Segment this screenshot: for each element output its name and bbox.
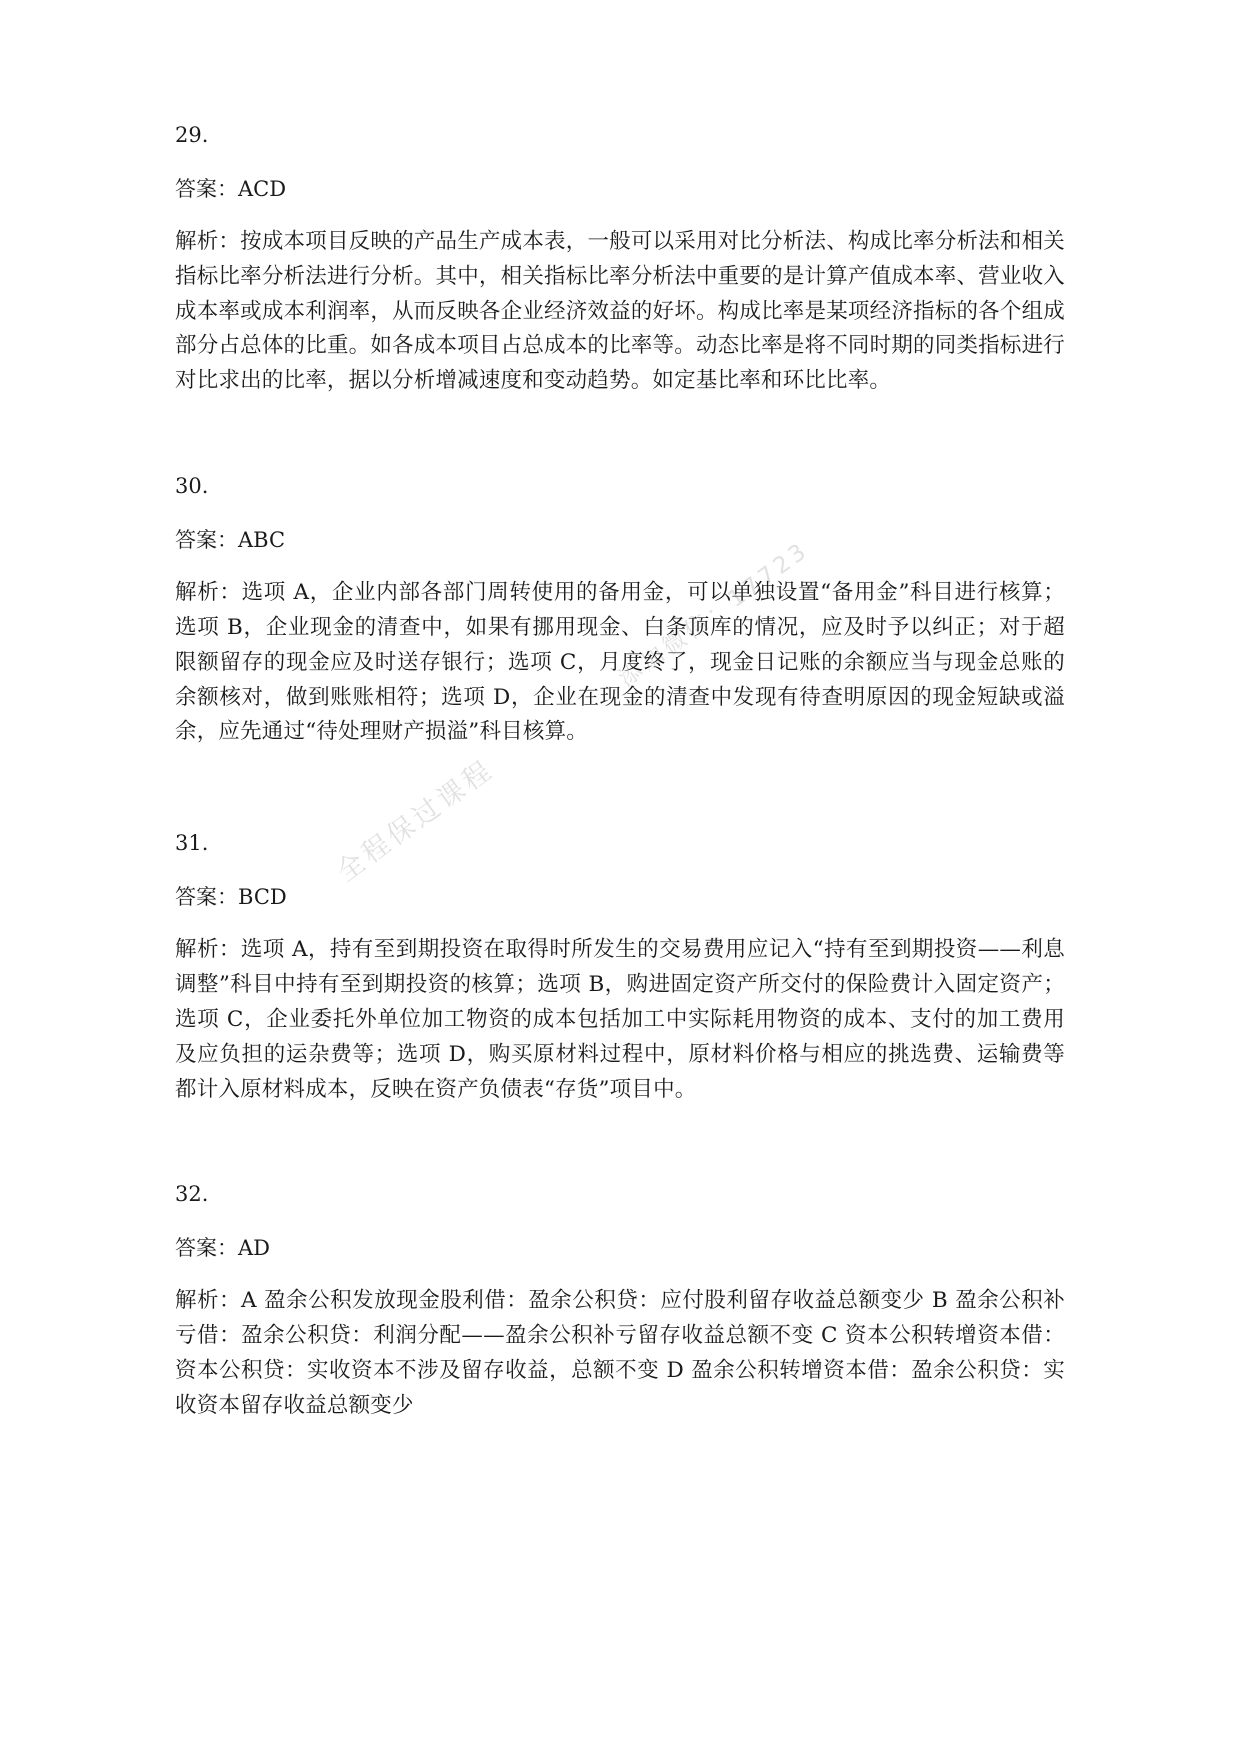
answer-value-32: AD <box>238 1235 271 1260</box>
answer-label-30: 答案： <box>175 527 238 552</box>
answer-value-30: ABC <box>238 527 286 552</box>
answer-value-29: ACD <box>238 176 287 201</box>
answer-label-32: 答案： <box>175 1235 238 1260</box>
answer-line-29 <box>175 174 1065 206</box>
explanation-text-31: 选项 A，持有至到期投资在取得时所发生的交易费用应记入“持有至到期投资——利息调整”科目中持有至到期投资的核算；选项 B，购进固定资产所交付的保险费计入固定资产；选项 C，企业委托外单位加工物资的成本包括加工中实际耗用物资的成本、支付的加工费用及应负担的运杂费等；选项 D，购买原材料过程中，原材料价格与相应的挑选费、运输费等都计入原材料成本，反映在资产负债表“存货”项目中。 <box>175 937 1066 1102</box>
explanation-30 <box>175 576 1065 750</box>
question-number-31: 31. <box>175 831 209 856</box>
watermark-line-2: 添加微信：17723 <box>614 537 815 693</box>
explanation-text-30: 选项 A，企业内部各部门周转使用的备用金，可以单独设置“备用金”科目进行核算；选项 B，企业现金的清查中，如果有挪用现金、白条顶库的情况，应及时予以纠正；对于超限额留存的现金应及时送存银行；选项 C，月度终了，现金日记账的余额应当与现金总账的余额核对，做到账账相符；选项 D，企业在现金的清查中发现有待查明原因的现金短缺或溢余，应先通过“待处理财产损溢”科目核算。 <box>175 580 1065 745</box>
question-number-29: 29. <box>175 123 209 147</box>
explanation-label-32: 解析： <box>175 1288 242 1314</box>
answer-label-29: 答案： <box>175 176 238 201</box>
explanation-31 <box>175 933 1065 1107</box>
answer-value-31: BCD <box>238 884 287 909</box>
explanation-32 <box>175 1284 1065 1423</box>
question-block-31 <box>175 828 1065 1107</box>
question-block-32 <box>175 1179 1065 1423</box>
explanation-label-29: 解析： <box>175 229 241 254</box>
explanation-text-32: A 盈余公积发放现金股利借：盈余公积贷：应付股利留存收益总额变少 B 盈余公积补亏借：盈余公积贷：利润分配——盈余公积补亏留存收益总额不变 C 资本公积转增资本借：资本公积贷：实收资本不涉及留存收益，总额不变 D 盈余公积转增资本借：盈余公积贷：实收资本留存收益总额变少 <box>175 1288 1065 1418</box>
explanation-text-29: 按成本项目反映的产品生产成本表，一般可以采用对比分析法、构成比率分析法和相关指标比率分析法进行分析。其中，相关指标比率分析法中重要的是计算产值成本率、营业收入成本率或成本利润率，从而反映各企业经济效益的好坏。构成比率是某项经济指标的各个组成部分占总体的比重。如各成本项目占总成本的比率等。动态比率是将不同时期的同类指标进行对比求出的比率，据以分析增减速度和变动趋势。如定基比率和环比比率。 <box>175 229 1065 394</box>
answer-label-31: 答案： <box>175 884 238 909</box>
answer-line-32 <box>175 1233 1065 1265</box>
answer-line-30 <box>175 525 1065 557</box>
question-block-30 <box>175 471 1065 750</box>
question-number-32: 32. <box>175 1182 209 1207</box>
explanation-label-31: 解析： <box>175 937 241 963</box>
explanation-label-30: 解析： <box>175 580 242 606</box>
question-number-30: 30. <box>175 474 209 499</box>
answer-line-31 <box>175 882 1065 914</box>
watermark-line-1: 全程保过课程 <box>331 753 500 889</box>
explanation-29 <box>175 225 1065 399</box>
question-block-29 <box>175 120 1065 399</box>
